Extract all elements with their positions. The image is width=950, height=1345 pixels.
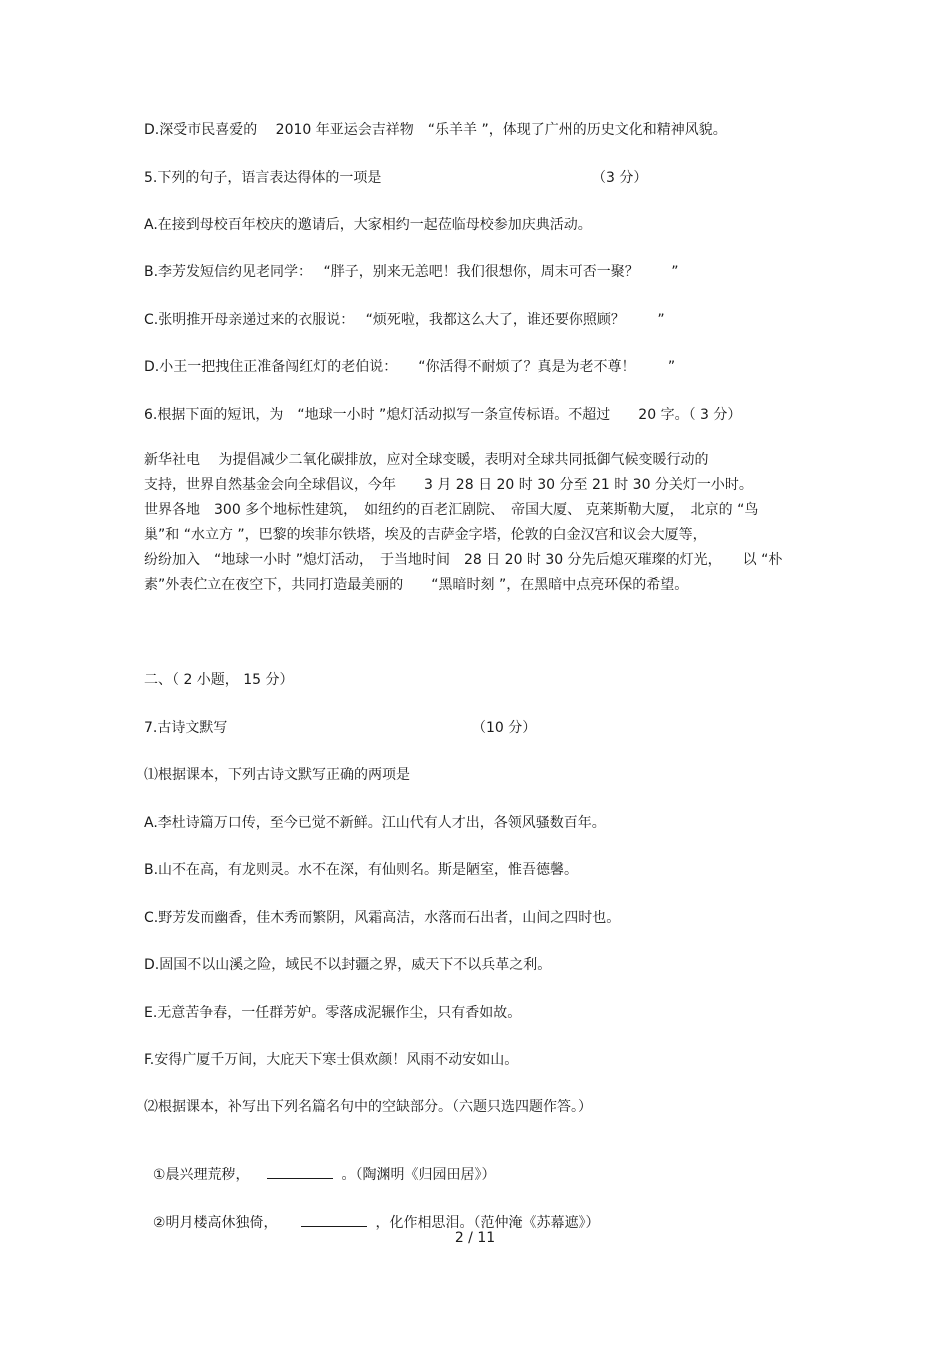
question-5-score: （3 分） — [592, 170, 648, 186]
news-line-4: 巢”和 “水立方 ”，巴黎的埃菲尔铁塔，埃及的吉萨金字塔，伦敦的白金汉宫和议会大厦等， — [144, 527, 707, 543]
question-7-option-c: C.野芳发而幽香，佳木秀而繁阴，风霜高洁，水落而石出者，山间之四时也。 — [144, 910, 621, 926]
question-7-option-a: A.李杜诗篇万口传，至今已觉不新鲜。江山代有人才出，各领风骚数百年。 — [144, 815, 606, 831]
news-line-1: 新华社电 为提倡减少二氧化碳排放，应对全球变暖，表明对全球共同抵御气候变暖行动的 — [144, 452, 709, 468]
fill-blank-2 — [144, 1192, 599, 1233]
question-7-score: （10 分） — [472, 720, 537, 736]
page-number: 2 / 11 — [454, 1230, 496, 1246]
fill-blank-1 — [144, 1144, 495, 1185]
question-5-option-a: A.在接到母校百年校庆的邀请后，大家相约一起莅临母校参加庆典活动。 — [144, 217, 592, 233]
fill-blank-1-line[interactable] — [267, 1164, 333, 1179]
news-line-2: 支持，世界自然基金会向全球倡议，今年 3 月 28 日 20 时 30 分至 21 时 30 分关灯一小时。 — [144, 477, 753, 493]
question-7-part-2: ⑵根据课本，补写出下列名篇名句中的空缺部分。（六题只选四题作答。） — [144, 1099, 592, 1115]
fill-blank-2-line[interactable] — [301, 1212, 367, 1227]
question-6-stem: 6.根据下面的短讯，为 “地球一小时 ”熄灯活动拟写一条宣传标语。不超过 20 字。（ 3 分） — [144, 407, 742, 423]
question-7-part-1: ⑴根据课本，下列古诗文默写正确的两项是 — [144, 767, 410, 783]
question-7-option-f: F.安得广厦千万间，大庇天下寒士俱欢颜！风雨不动安如山。 — [144, 1052, 519, 1068]
question-7-stem: 7.古诗文默写 — [144, 720, 228, 736]
question-5-stem: 5.下列的句子，语言表达得体的一项是 — [144, 170, 382, 186]
question-7-option-d: D.固国不以山溪之险，域民不以封疆之界，威天下不以兵革之利。 — [144, 957, 552, 973]
question-7-option-b: B.山不在高，有龙则灵。水不在深，有仙则名。斯是陋室，惟吾德馨。 — [144, 862, 579, 878]
news-line-3: 世界各地 300 多个地标性建筑， 如纽约的百老汇剧院、 帝国大厦、 克莱斯勒大厦， 北京的 “鸟 — [144, 502, 759, 518]
fill-blank-2-prefix: ②明月楼高休独倚， — [152, 1215, 278, 1231]
news-line-6: 素”外表伫立在夜空下，共同打造最美丽的 “黑暗时刻 ”，在黑暗中点亮环保的希望。 — [144, 577, 689, 593]
section-2-heading: 二、（ 2 小题， 15 分） — [144, 672, 294, 688]
option-d-mascot: D.深受市民喜爱的 2010 年亚运会吉祥物 “乐羊羊 ”，体现了广州的历史文化和精神风貌。 — [144, 122, 727, 138]
question-5-option-d: D.小王一把拽住正准备闯红灯的老伯说： “你活得不耐烦了？真是为老不尊！ ” — [144, 359, 676, 375]
fill-blank-1-suffix: 。（陶渊明《归园田居》） — [341, 1167, 496, 1183]
fill-blank-2-suffix: ，化作相思泪。（范仲淹《苏幕遮》） — [375, 1215, 600, 1231]
question-5-option-c: C.张明推开母亲递过来的衣服说： “烦死啦，我都这么大了，谁还要你照顾？ ” — [144, 312, 665, 328]
question-7-option-e: E.无意苦争春，一任群芳妒。零落成泥辗作尘，只有香如故。 — [144, 1005, 522, 1021]
fill-blank-1-prefix: ①晨兴理荒秽， — [152, 1167, 250, 1183]
question-5-option-b: B.李芳发短信约见老同学： “胖子，别来无恙吧！我们很想你，周末可否一聚？ ” — [144, 264, 679, 280]
news-line-5: 纷纷加入 “地球一小时 ”熄灯活动， 于当地时间 28 日 20 时 30 分先后熄灭璀璨的灯光， 以 “朴 — [144, 552, 783, 568]
